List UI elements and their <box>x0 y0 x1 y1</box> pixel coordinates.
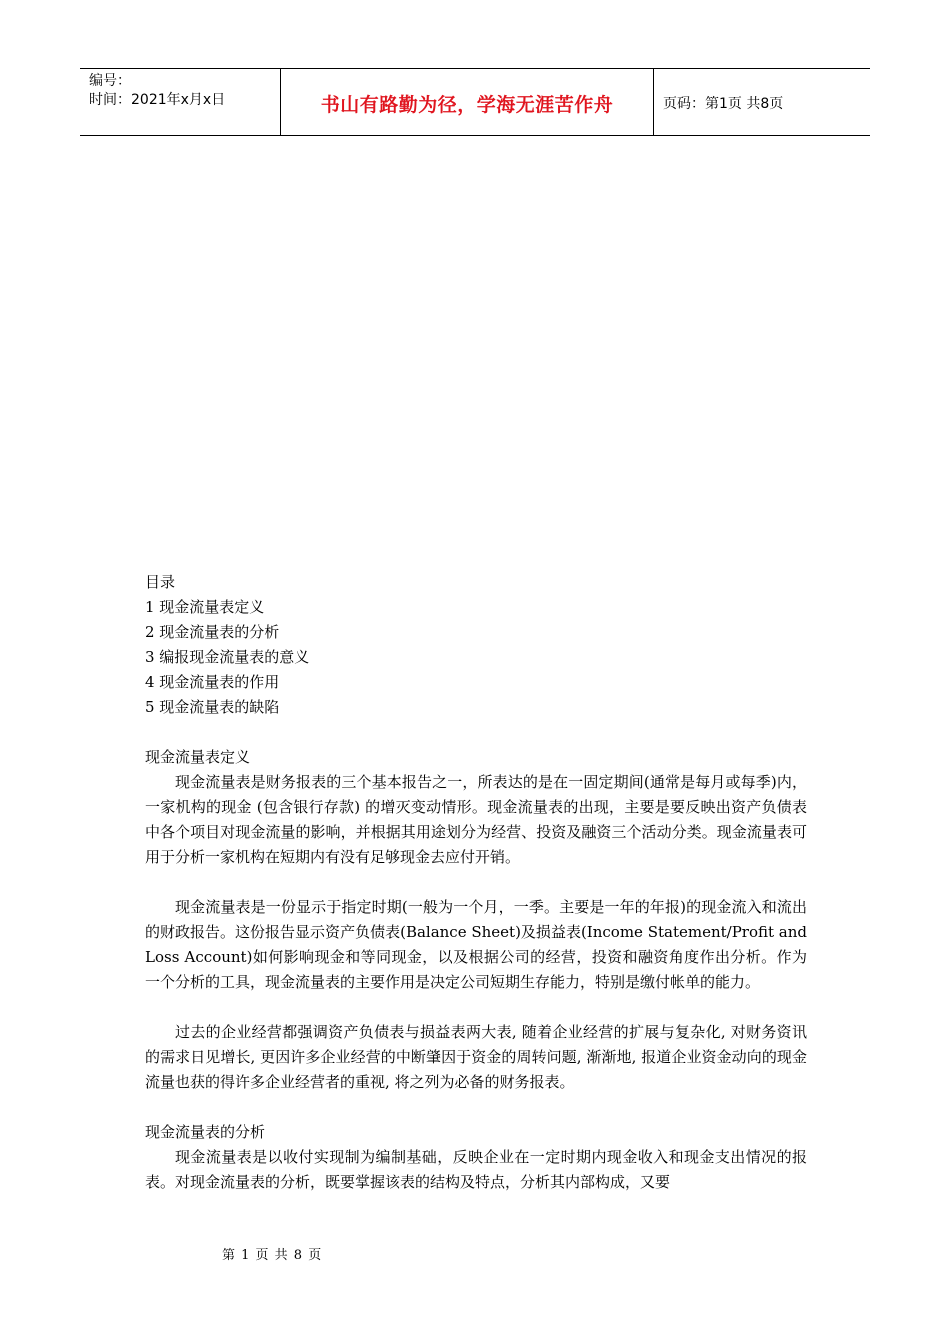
header-motto-cell <box>281 69 654 135</box>
toc-title: 目录 <box>145 573 176 591</box>
header-page-cell <box>654 69 870 135</box>
toc-item: 2 现金流量表的分析 <box>145 623 280 641</box>
page-code: 页码：第1页 共8页 <box>663 95 784 112</box>
spacer <box>145 870 807 895</box>
toc-item: 1 现金流量表定义 <box>145 598 265 616</box>
toc-item: 4 现金流量表的作用 <box>145 673 280 691</box>
spacer <box>145 720 807 745</box>
document-body <box>145 570 807 1195</box>
time-label: 时间：2021年x月x日 <box>89 92 226 108</box>
paragraph: 现金流量表是以收付实现制为编制基础，反映企业在一定时期内现金收入和现金支出情况的报表。对现金流量表的分析，既要掌握该表的结构及特点，分析其内部构成，又要 <box>145 1148 807 1191</box>
section-heading: 现金流量表的分析 <box>145 1123 266 1141</box>
spacer <box>145 995 807 1020</box>
toc-item: 3 编报现金流量表的意义 <box>145 648 310 666</box>
toc-item: 5 现金流量表的缺陷 <box>145 698 280 716</box>
motto-text: 书山有路勤为径，学海无涯苦作舟 <box>320 93 614 116</box>
page-footer: 第 1 页 共 8 页 <box>222 1248 323 1263</box>
header-info-cell <box>80 69 281 135</box>
paragraph: 现金流量表是财务报表的三个基本报告之一，所表达的是在一固定期间(通常是每月或每季)内，一家机构的现金 (包含银行存款) 的增灭变动情形。现金流量表的出现，主要是要反映出资产负债表中各个项目对现金流量的影响，并根据其用途划分为经营、投资及融资三个活动分类。现金流量表可用于分析一家机构在短期内有没有足够现金去应付开销。 <box>145 773 807 866</box>
spacer <box>145 1095 807 1120</box>
section-heading: 现金流量表定义 <box>145 748 251 766</box>
paragraph: 现金流量表是一份显示于指定时期(一般为一个月，一季。主要是一年的年报)的现金流入和流出的财政报告。这份报告显示资产负债表(Balance Sheet)及损益表(Income Statement/Profit and Loss Account)如何影响现金和等同现金，以及根据公司的经营，投资和融资角度作出分析。作为一个分析的工具，现金流量表的主要作用是决定公司短期生存能力，特别是缴付帐单的能力。 <box>145 898 807 991</box>
paragraph: 过去的企业经营都强调资产负债表与损益表两大表, 随着企业经营的扩展与复杂化, 对财务资讯的需求日见增长, 更因许多企业经营的中断肇因于资金的周转问题, 渐渐地, 报道企业资金动向的现金流量也获的得许多企业经营者的重视, 将之列为必备的财务报表。 <box>145 1023 807 1091</box>
document-header <box>80 68 870 136</box>
number-label: 编号： <box>89 73 131 89</box>
